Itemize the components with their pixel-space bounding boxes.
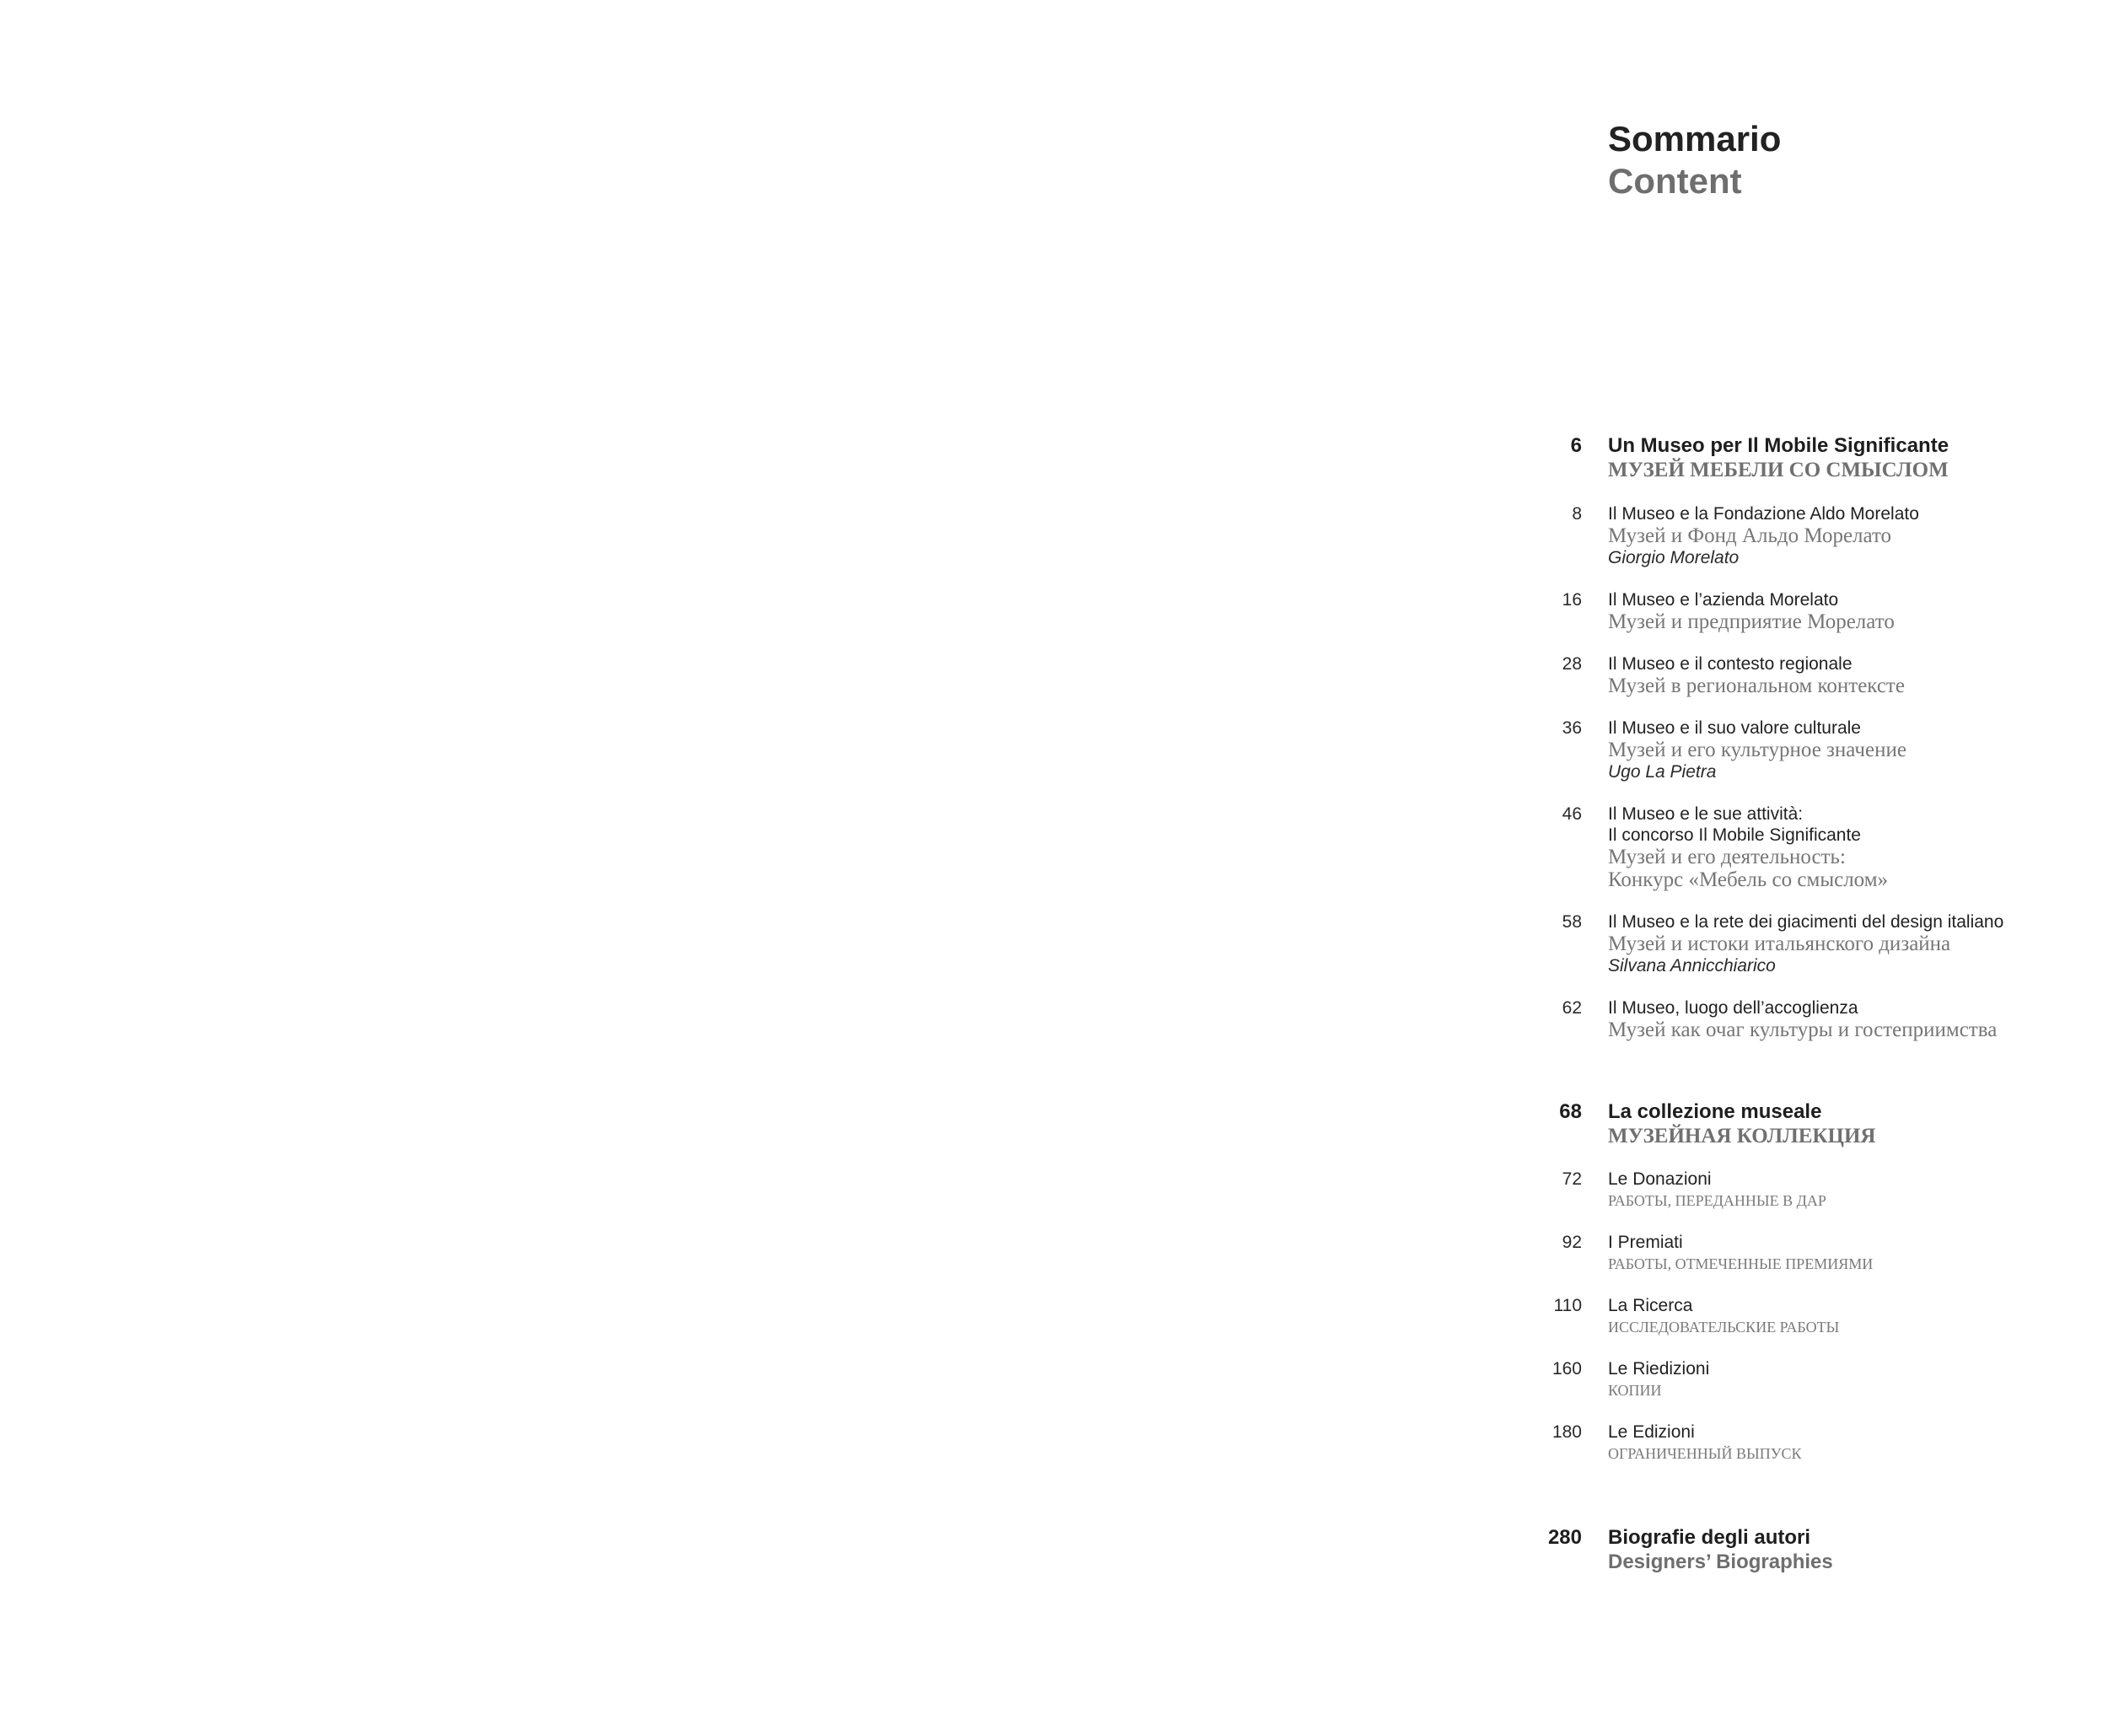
toc-entry-author: Silvana Annicchiarico [1608,956,1776,975]
toc-page-number: 8 [1572,504,1582,524]
toc-entry-title-italian: Le Riedizioni [1608,1359,1710,1379]
toc-section-title-italian: Un Museo per Il Mobile Significante [1608,434,1949,457]
toc-entry-title-russian: Музей как очаг культуры и гостеприимства [1608,1018,1998,1041]
toc-page-number: 16 [1562,590,1582,610]
toc-entry-title-russian: Музей и предприятие Морелато [1608,610,1895,633]
toc-entry-title-russian: Музей и его деятельность: [1608,846,1846,868]
toc-entry-author: Giorgio Morelato [1608,548,1740,567]
toc-page-number: 180 [1551,1422,1582,1442]
toc-entry-title-russian: Музей и истоки итальянского дизайна [1608,932,1951,955]
toc-entry-title-italian: La Ricerca [1608,1296,1693,1315]
toc-entry-title-italian: Le Edizioni [1608,1422,1695,1442]
toc-section-title-english: Designers’ Biographies [1608,1551,1833,1573]
toc-title-italian: Sommario [1608,119,1782,159]
toc-section-title-italian: Biografie degli autori [1608,1526,1811,1549]
toc-entry-title-italian: Le Donazioni [1608,1169,1712,1189]
toc-page-number: 160 [1551,1359,1582,1379]
toc-entry-title-italian: Il Museo e l’azienda Morelato [1608,590,1839,610]
toc-section-title-russian: МУЗЕЙ МЕБЕЛИ СО СМЫСЛОМ [1608,459,1949,481]
toc-entry-title-italian: Il Museo e le sue attività: [1608,804,1804,824]
toc-entry-title-russian: Музей и Фонд Альдо Морелато [1608,524,1892,547]
toc-entry-title-italian: Il Museo e la rete dei giacimenti del design italiano [1608,912,2004,932]
toc-entry-title-russian: РАБОТЫ, ОТМЕЧЕННЫЕ ПРЕМИЯМИ [1608,1255,1874,1272]
toc-entry-title-russian: КОПИИ [1608,1382,1662,1399]
toc-entry-title-russian: ИССЛЕДОВАТЕЛЬСКИЕ РАБОТЫ [1608,1319,1840,1336]
toc-page-number: 28 [1562,654,1582,674]
toc-entry-title-italian: Il Museo e il contesto regionale [1608,654,1853,674]
toc-entry-title-italian: I Premiati [1608,1233,1683,1252]
toc-entry-title-italian: Il Museo e il suo valore culturale [1608,718,1861,738]
toc-page-number: 58 [1562,912,1582,932]
toc-title-block [1608,118,1781,202]
toc-entry-subtitle-russian: Конкурс «Мебель со смыслом» [1608,868,1889,891]
toc-page-number: 36 [1562,718,1582,738]
toc-entry-subtitle-italian: Il concorso Il Mobile Significante [1608,825,1861,845]
toc-page-number: 280 [1547,1526,1582,1549]
toc-entry-title-russian: Музей и его культурное значение [1608,739,1906,761]
toc-entry-title-italian: Il Museo, luogo dell’accoglienza [1608,998,1858,1018]
toc-page-number: 46 [1562,804,1582,824]
toc-entry-title-russian: РАБОТЫ, ПЕРЕДАННЫЕ В ДАР [1608,1192,1826,1209]
toc-page-number: 72 [1562,1169,1582,1189]
toc-title-english: Content [1608,161,1742,201]
toc-entry-author: Ugo La Pietra [1608,762,1717,782]
toc-section-title-russian: МУЗЕЙНАЯ КОЛЛЕКЦИЯ [1608,1125,1876,1147]
toc-page-number: 62 [1562,998,1582,1018]
toc-page-number: 68 [1559,1100,1582,1123]
toc-page-number: 92 [1562,1233,1582,1252]
toc-entry-title-italian: Il Museo e la Fondazione Aldo Morelato [1608,504,1919,524]
toc-entry-title-russian: Музей в региональном контексте [1608,675,1905,697]
toc-entry-title-russian: ОГРАНИЧЕННЫЙ ВЫПУСК [1608,1445,1802,1462]
toc-section-title-italian: La collezione museale [1608,1100,1822,1123]
toc-page-number: 6 [1570,434,1582,457]
toc-page-number: 110 [1553,1296,1582,1315]
